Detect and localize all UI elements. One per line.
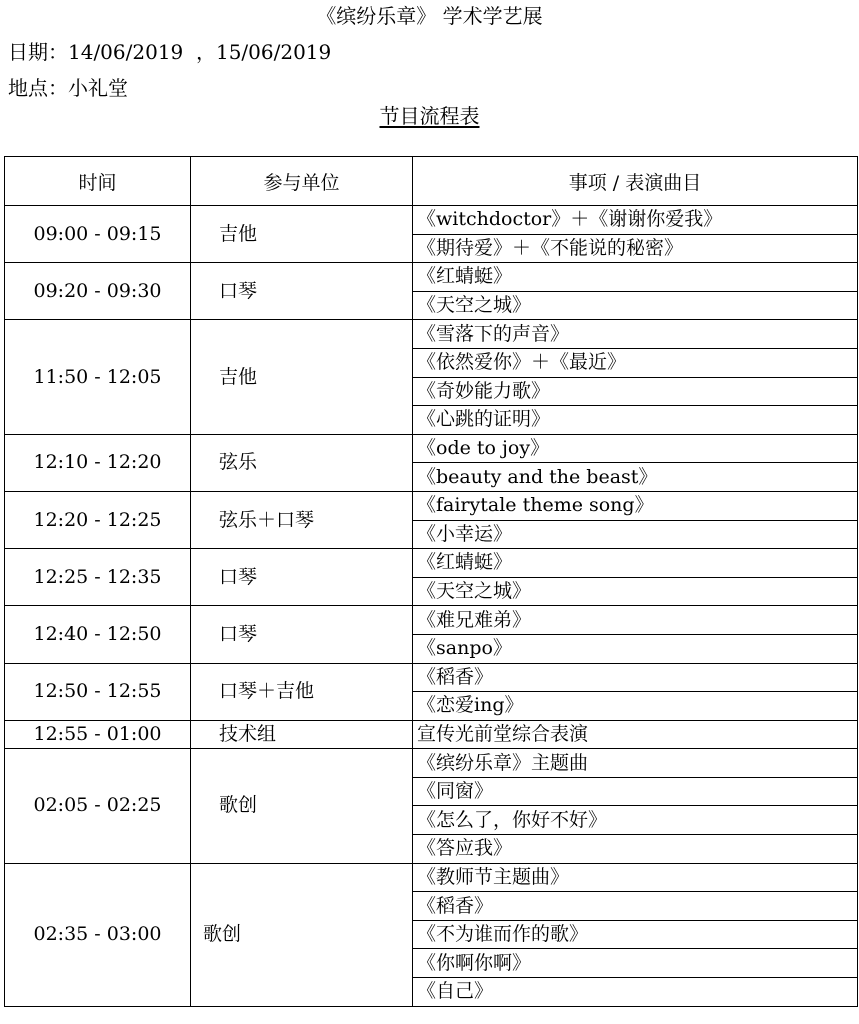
program-item-cell: 《奇妙能力歌》 [413,377,858,406]
table-row [5,720,858,749]
event-dates: 日期：14/06/2019 ，15/06/2019 [8,40,332,64]
time-cell: 02:05 - 02:25 [5,749,191,863]
schedule-subtitle [0,102,859,130]
program-schedule-table [4,156,858,1007]
program-item-cell: 《答应我》 [413,835,858,864]
table-row [5,320,858,349]
time-cell: 12:40 - 12:50 [5,606,191,663]
program-item-cell: 《雪落下的声音》 [413,320,858,349]
table-row [5,491,858,520]
program-item-cell: 《红蜻蜓》 [413,263,858,292]
unit-cell: 技术组 [191,720,413,749]
time-cell: 12:55 - 01:00 [5,720,191,749]
schedule-subtitle-text: 节目流程表 [379,104,480,128]
table-row [5,263,858,292]
schedule-body [5,206,858,1007]
time-cell: 02:35 - 03:00 [5,863,191,1006]
table-row [5,434,858,463]
table-row [5,863,858,892]
program-item-cell: 《依然爱你》＋《最近》 [413,348,858,377]
program-item-cell: 《缤纷乐章》主题曲 [413,749,858,778]
unit-cell: 口琴＋吉他 [191,663,413,720]
unit-cell: 歌创 [191,863,413,1006]
time-cell: 12:20 - 12:25 [5,491,191,548]
table-row [5,206,858,235]
program-item-cell: 《稻香》 [413,892,858,921]
program-item-cell: 《天空之城》 [413,291,858,320]
unit-cell: 口琴 [191,549,413,606]
program-item-cell: 宣传光前堂综合表演 [413,720,858,749]
column-header-items: 事项 / 表演曲目 [413,157,858,206]
time-cell: 09:20 - 09:30 [5,263,191,320]
table-row [5,606,858,635]
table-row [5,749,858,778]
document-title: 《缤纷乐章》 学术学艺展 [316,4,543,28]
time-cell: 12:10 - 12:20 [5,434,191,491]
program-item-cell: 《红蜻蜓》 [413,549,858,578]
program-item-cell: 《beauty and the beast》 [413,463,858,492]
program-item-cell: 《教师节主题曲》 [413,863,858,892]
program-item-cell: 《怎么了，你好不好》 [413,806,858,835]
unit-cell: 口琴 [191,263,413,320]
program-item-cell: 《你啊你啊》 [413,949,858,978]
program-item-cell: 《期待爱》＋《不能说的秘密》 [413,234,858,263]
program-item-cell: 《witchdoctor》＋《谢谢你爱我》 [413,206,858,235]
program-item-cell: 《fairytale theme song》 [413,491,858,520]
program-item-cell: 《ode to joy》 [413,434,858,463]
column-header-time: 时间 [5,157,191,206]
unit-cell: 吉他 [191,320,413,434]
table-row [5,663,858,692]
program-item-cell: 《同窗》 [413,777,858,806]
program-item-cell: 《小幸运》 [413,520,858,549]
unit-cell: 歌创 [191,749,413,863]
unit-cell: 口琴 [191,606,413,663]
unit-cell: 吉他 [191,206,413,263]
table-header-row [5,157,858,206]
program-item-cell: 《难兄难弟》 [413,606,858,635]
event-venue: 地点：小礼堂 [8,76,128,100]
time-cell: 11:50 - 12:05 [5,320,191,434]
program-item-cell: 《天空之城》 [413,577,858,606]
program-item-cell: 《不为谁而作的歌》 [413,920,858,949]
program-item-cell: 《心跳的证明》 [413,406,858,435]
program-item-cell: 《自己》 [413,978,858,1007]
program-item-cell: 《恋爱ing》 [413,692,858,721]
program-item-cell: 《sanpo》 [413,634,858,663]
unit-cell: 弦乐 [191,434,413,491]
time-cell: 12:50 - 12:55 [5,663,191,720]
unit-cell: 弦乐＋口琴 [191,491,413,548]
time-cell: 09:00 - 09:15 [5,206,191,263]
program-item-cell: 《稻香》 [413,663,858,692]
time-cell: 12:25 - 12:35 [5,549,191,606]
column-header-unit: 参与单位 [191,157,413,206]
table-row [5,549,858,578]
